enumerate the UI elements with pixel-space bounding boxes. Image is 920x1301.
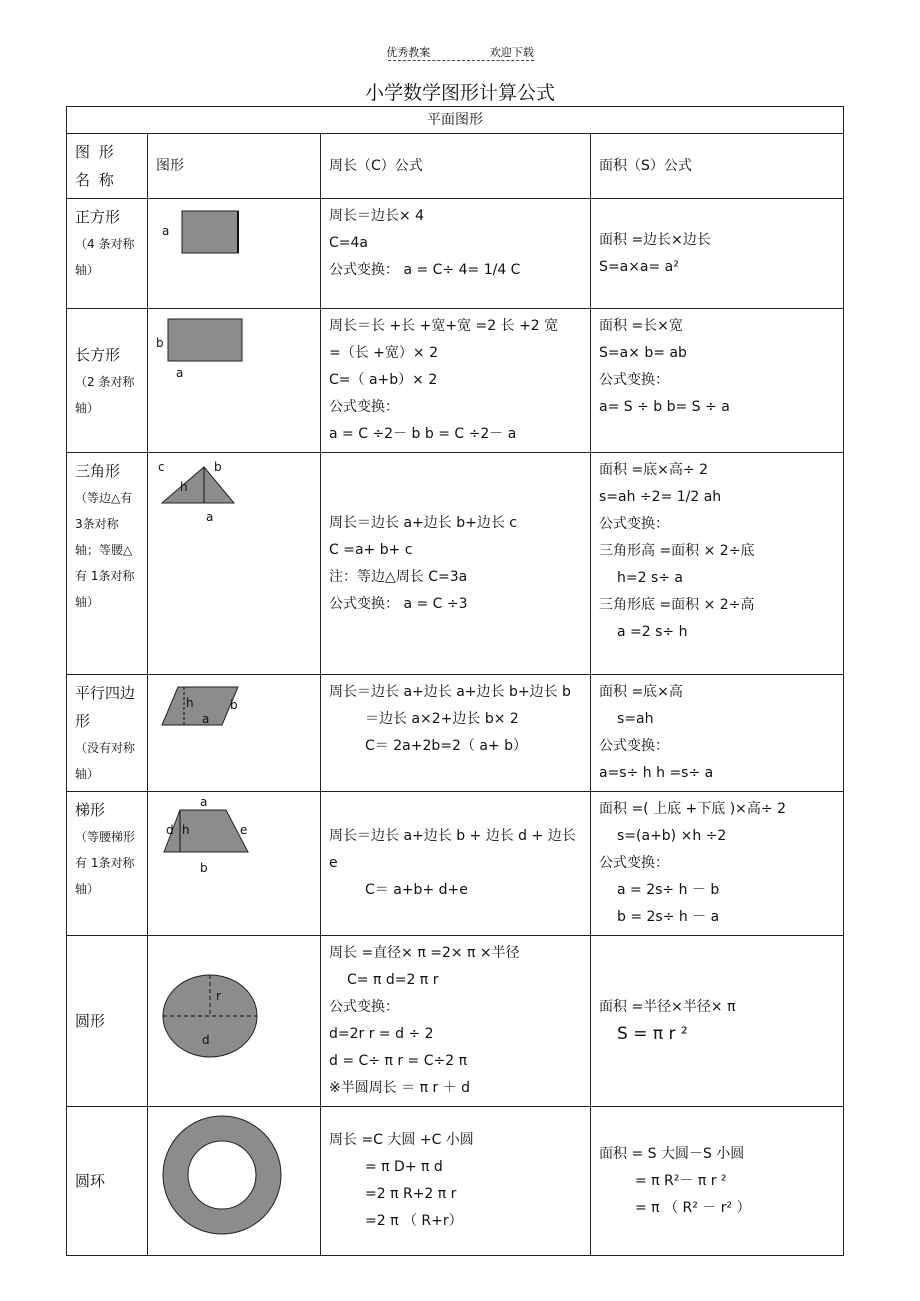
label-d: d [166, 823, 174, 837]
label-d: d [202, 1033, 210, 1047]
perimeter-line: ※半圆周长 ＝ π r ＋ d [329, 1080, 471, 1096]
table-row-square [67, 199, 844, 309]
perimeter-line: 周长＝边长× 4 [329, 208, 425, 224]
area-line: S=a×a= a² [599, 258, 679, 275]
area-line: = π R²－ π r ² [635, 1172, 727, 1189]
label-b: b [156, 336, 164, 350]
shape-note: （4 条对称轴） [75, 237, 135, 277]
perimeter-line: = π D+ π d [365, 1159, 443, 1175]
column-header-figure: 图形 [148, 134, 321, 199]
label-a: a [206, 510, 214, 524]
shape-name: 圆形 [75, 1012, 106, 1030]
label-a: a [176, 366, 184, 380]
label-h: h [182, 823, 190, 837]
shape-note: （2 条对称轴） [75, 374, 135, 415]
perimeter-line: ＝边长 a×2+边长 b× 2 [365, 711, 519, 727]
perimeter-line: a = C ÷2－ b b = C ÷2－ a [329, 426, 517, 442]
column-header-perimeter: 周长（C）公式 [321, 134, 591, 199]
area-line: 面积 =底×高÷ 2 [599, 462, 708, 478]
perimeter-line: =（长 +宽）× 2 [329, 345, 438, 361]
area-line: h=2 s÷ a [617, 570, 684, 586]
header-left: 优秀教案 [386, 46, 431, 59]
shape-name: 平行四边形 [75, 684, 136, 730]
perimeter-line: =2 π R+2 π r [365, 1186, 457, 1202]
annulus-figure [156, 1111, 296, 1241]
area-line: 三角形高 =面积 × 2÷底 [599, 543, 755, 559]
perimeter-line: =2 π （ R+r） [365, 1213, 463, 1229]
perimeter-line: 周长＝边长 a+边长 b+边长 c [329, 514, 517, 531]
page-header [0, 44, 920, 60]
area-line: a =2 s÷ h [617, 624, 688, 640]
shape-note: （等腰梯形有 1条对称轴） [75, 830, 136, 896]
area-line: 面积 =边长×边长 [599, 231, 711, 248]
shape-name: 长方形 [75, 345, 121, 364]
area-line: s=ah ÷2= 1/2 ah [599, 489, 722, 505]
area-line: s=ah [617, 711, 654, 727]
label-b: b [200, 861, 208, 875]
perimeter-line: 周长＝边长 a+边长 a+边长 b+边长 b [329, 684, 571, 700]
area-line: 公式变换： [599, 855, 669, 871]
perimeter-line: 公式变换： [329, 999, 399, 1015]
area-line: a= S ÷ b b= S ÷ a [599, 399, 730, 415]
area-line: b = 2s÷ h － a [617, 909, 720, 925]
header-divider [388, 60, 534, 61]
label-r: r [216, 989, 221, 1003]
parallelogram-figure [156, 679, 266, 739]
label-b: b [230, 698, 238, 712]
triangle-figure [156, 457, 266, 537]
label-a: a [202, 712, 210, 726]
area-line: 面积 =半径×半径× π [599, 999, 736, 1015]
formula-table [66, 106, 844, 1256]
area-line: a=s÷ h h =s÷ a [599, 765, 714, 781]
label-c: c [158, 460, 165, 474]
column-header-name: 图 形 名 称 [67, 134, 148, 199]
shape-name: 圆环 [75, 1172, 106, 1190]
area-line: 公式变换： [599, 738, 669, 754]
label-b: b [214, 460, 222, 474]
perimeter-line: C= π d=2 π r [347, 972, 439, 988]
table-row-circle [67, 936, 844, 1107]
label-a: a [200, 796, 208, 809]
area-line: s=(a+b) ×h ÷2 [617, 828, 727, 844]
perimeter-line: d = C÷ π r = C÷2 π [329, 1053, 468, 1069]
area-line: 公式变换： [599, 372, 669, 388]
area-line: 三角形底 =面积 × 2÷高 [599, 597, 755, 613]
rectangle-figure [156, 313, 266, 393]
section-heading: 平面图形 [67, 107, 844, 134]
trapezoid-figure [156, 796, 276, 886]
perimeter-line: 公式变换： a = C÷ 4= 1/4 C [329, 262, 521, 278]
shape-name: 正方形 [75, 208, 121, 226]
label-a: a [162, 224, 170, 238]
label-h: h [186, 696, 194, 710]
perimeter-line: C =a+ b+ c [329, 541, 413, 558]
perimeter-line: C＝ a+b+ d+e [365, 882, 468, 898]
shape-note: （没有对称轴） [75, 741, 136, 781]
perimeter-line: 注：等边△周长 C=3a [329, 568, 468, 585]
table-row-triangle [67, 453, 844, 675]
shape-name: 梯形 [75, 801, 106, 819]
perimeter-line: 公式变换： [329, 399, 399, 415]
perimeter-line: C=4a [329, 235, 368, 251]
area-line: 公式变换： [599, 516, 669, 532]
header-right: 欢迎下载 [489, 46, 534, 59]
label-h: h [180, 480, 188, 494]
table-row-parallelogram [67, 675, 844, 792]
circle-figure [156, 968, 266, 1064]
area-line: a = 2s÷ h － b [617, 882, 720, 898]
perimeter-line: 周长＝长 +长 +宽+宽 =2 长 +2 宽 [329, 318, 559, 334]
area-line: 面积 = S 大圆－S 小圆 [599, 1145, 745, 1162]
perimeter-line: 周长 =C 大圆 +C 小圆 [329, 1132, 474, 1148]
table-row-trapezoid [67, 792, 844, 936]
area-line: = π （ R² － r² ） [635, 1199, 751, 1216]
table-row-annulus [67, 1107, 844, 1256]
area-line: S = π r ² [617, 1024, 688, 1044]
perimeter-line: C＝ 2a+2b=2（ a+ b） [365, 738, 527, 754]
area-line: 面积 =长×宽 [599, 318, 683, 334]
column-header-area: 面积（S）公式 [591, 134, 844, 199]
perimeter-line: 公式变换： a = C ÷3 [329, 595, 468, 612]
area-line: 面积 =( 上底 +下底 )×高÷ 2 [599, 801, 787, 817]
table-row-rectangle [67, 309, 844, 453]
page-title: 小学数学图形计算公式 [364, 82, 555, 104]
square-figure [156, 203, 256, 263]
perimeter-line: 周长 =直径× π =2× π ×半径 [329, 945, 520, 961]
area-line: S=a× b= ab [599, 345, 687, 361]
label-e: e [240, 823, 248, 837]
perimeter-line: C=（ a+b）× 2 [329, 372, 438, 388]
perimeter-line: d=2r r = d ÷ 2 [329, 1026, 434, 1042]
shape-note: （等边△有 3条对称轴；等腰△有 1条对称轴） [75, 491, 135, 609]
area-line: 面积 =底×高 [599, 684, 683, 700]
perimeter-line: 周长＝边长 a+边长 b + 边长 d + 边长 e [329, 828, 576, 871]
shape-name: 三角形 [75, 462, 121, 480]
